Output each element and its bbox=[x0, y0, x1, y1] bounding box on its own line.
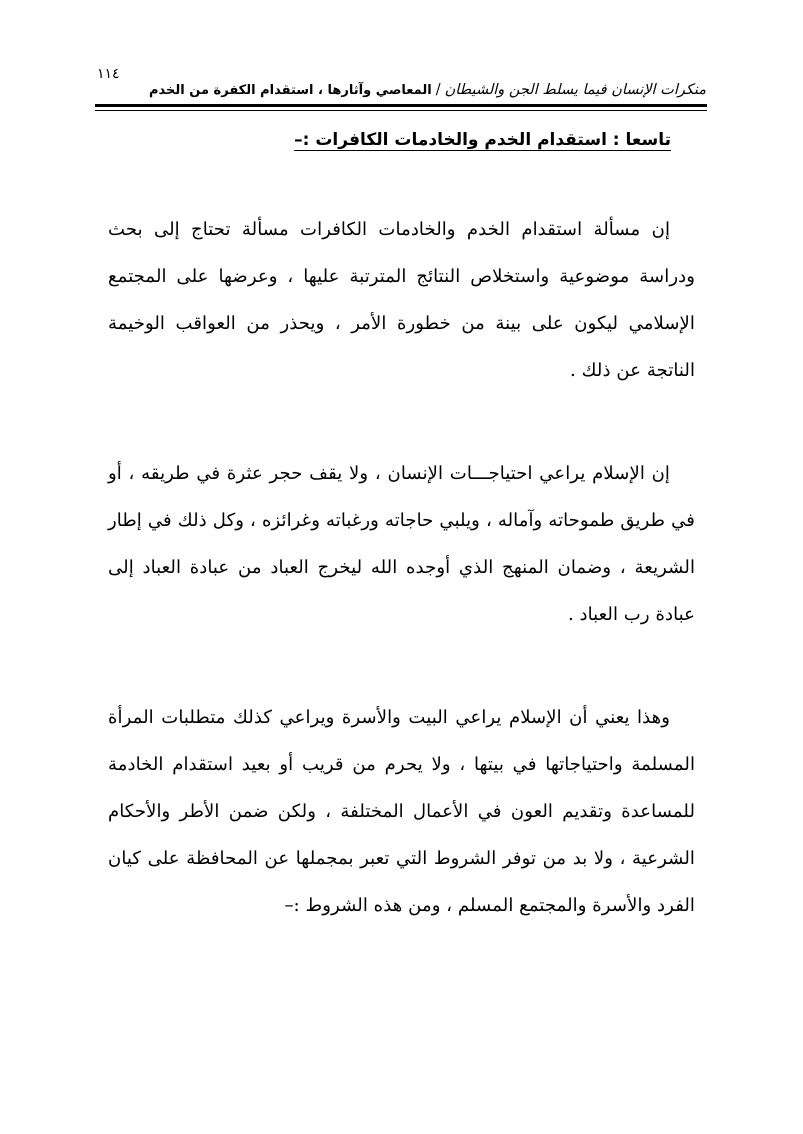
running-header bbox=[130, 78, 706, 102]
header-separator: / bbox=[435, 82, 441, 98]
chapter-title: المعاصي وآثارها ، استقدام الكفرة من الخدم bbox=[149, 83, 432, 98]
section-heading: تاسعا : استقدام الخدم والخادمات الكافرات :– bbox=[294, 130, 671, 150]
paragraph-1: إن مسألة استقدام الخدم والخادمات الكافرات مسألة تحتاج إلى بحث ودراسة موضوعية واستخلاص النتائج المترتبة عليها ، وعرضها على المجتمع الإسلامي ليكون على بينة من خطورة الأمر ، ويحذر من العواقب الوخيمة الناتجة عن ذلك . bbox=[108, 219, 695, 381]
header-rule-thick bbox=[95, 104, 707, 107]
paragraph-3: وهذا يعني أن الإسلام يراعي البيت والأسرة ويراعي كذلك متطلبات المرأة المسلمة واحتياجاتها في بيتها ، ولا يحرم من قريب أو بعيد استقدام الخادمة للمساعدة وتقديم العون في الأعمال المختلفة ، ولكن ضمن الأطر والأحكام الشرعية ، ولا بد من توفر الشروط التي تعبر بمجملها عن المحافظة على كيان الفرد والأسرة والمجتمع المسلم ، ومن هذه الشروط :– bbox=[108, 707, 695, 916]
book-title: منكرات الإنسان فيما يسلط الجن والشيطان bbox=[444, 82, 706, 98]
body-text bbox=[108, 206, 695, 929]
header-rule-thin bbox=[95, 110, 707, 111]
paragraph-2: إن الإسلام يراعي احتياجـــات الإنسان ، ولا يقف حجر عثرة في طريقه ، أو في طريق طموحاته وآماله ، ويلبي حاجاته ورغباته وغرائزه ، وكل ذلك في إطار الشريعة ، وضمان المنهج الذي أوجده الله ليخرج العباد من عبادة العباد إلى عبادة رب العباد . bbox=[108, 463, 695, 625]
page-number: ١١٤ bbox=[97, 66, 120, 82]
